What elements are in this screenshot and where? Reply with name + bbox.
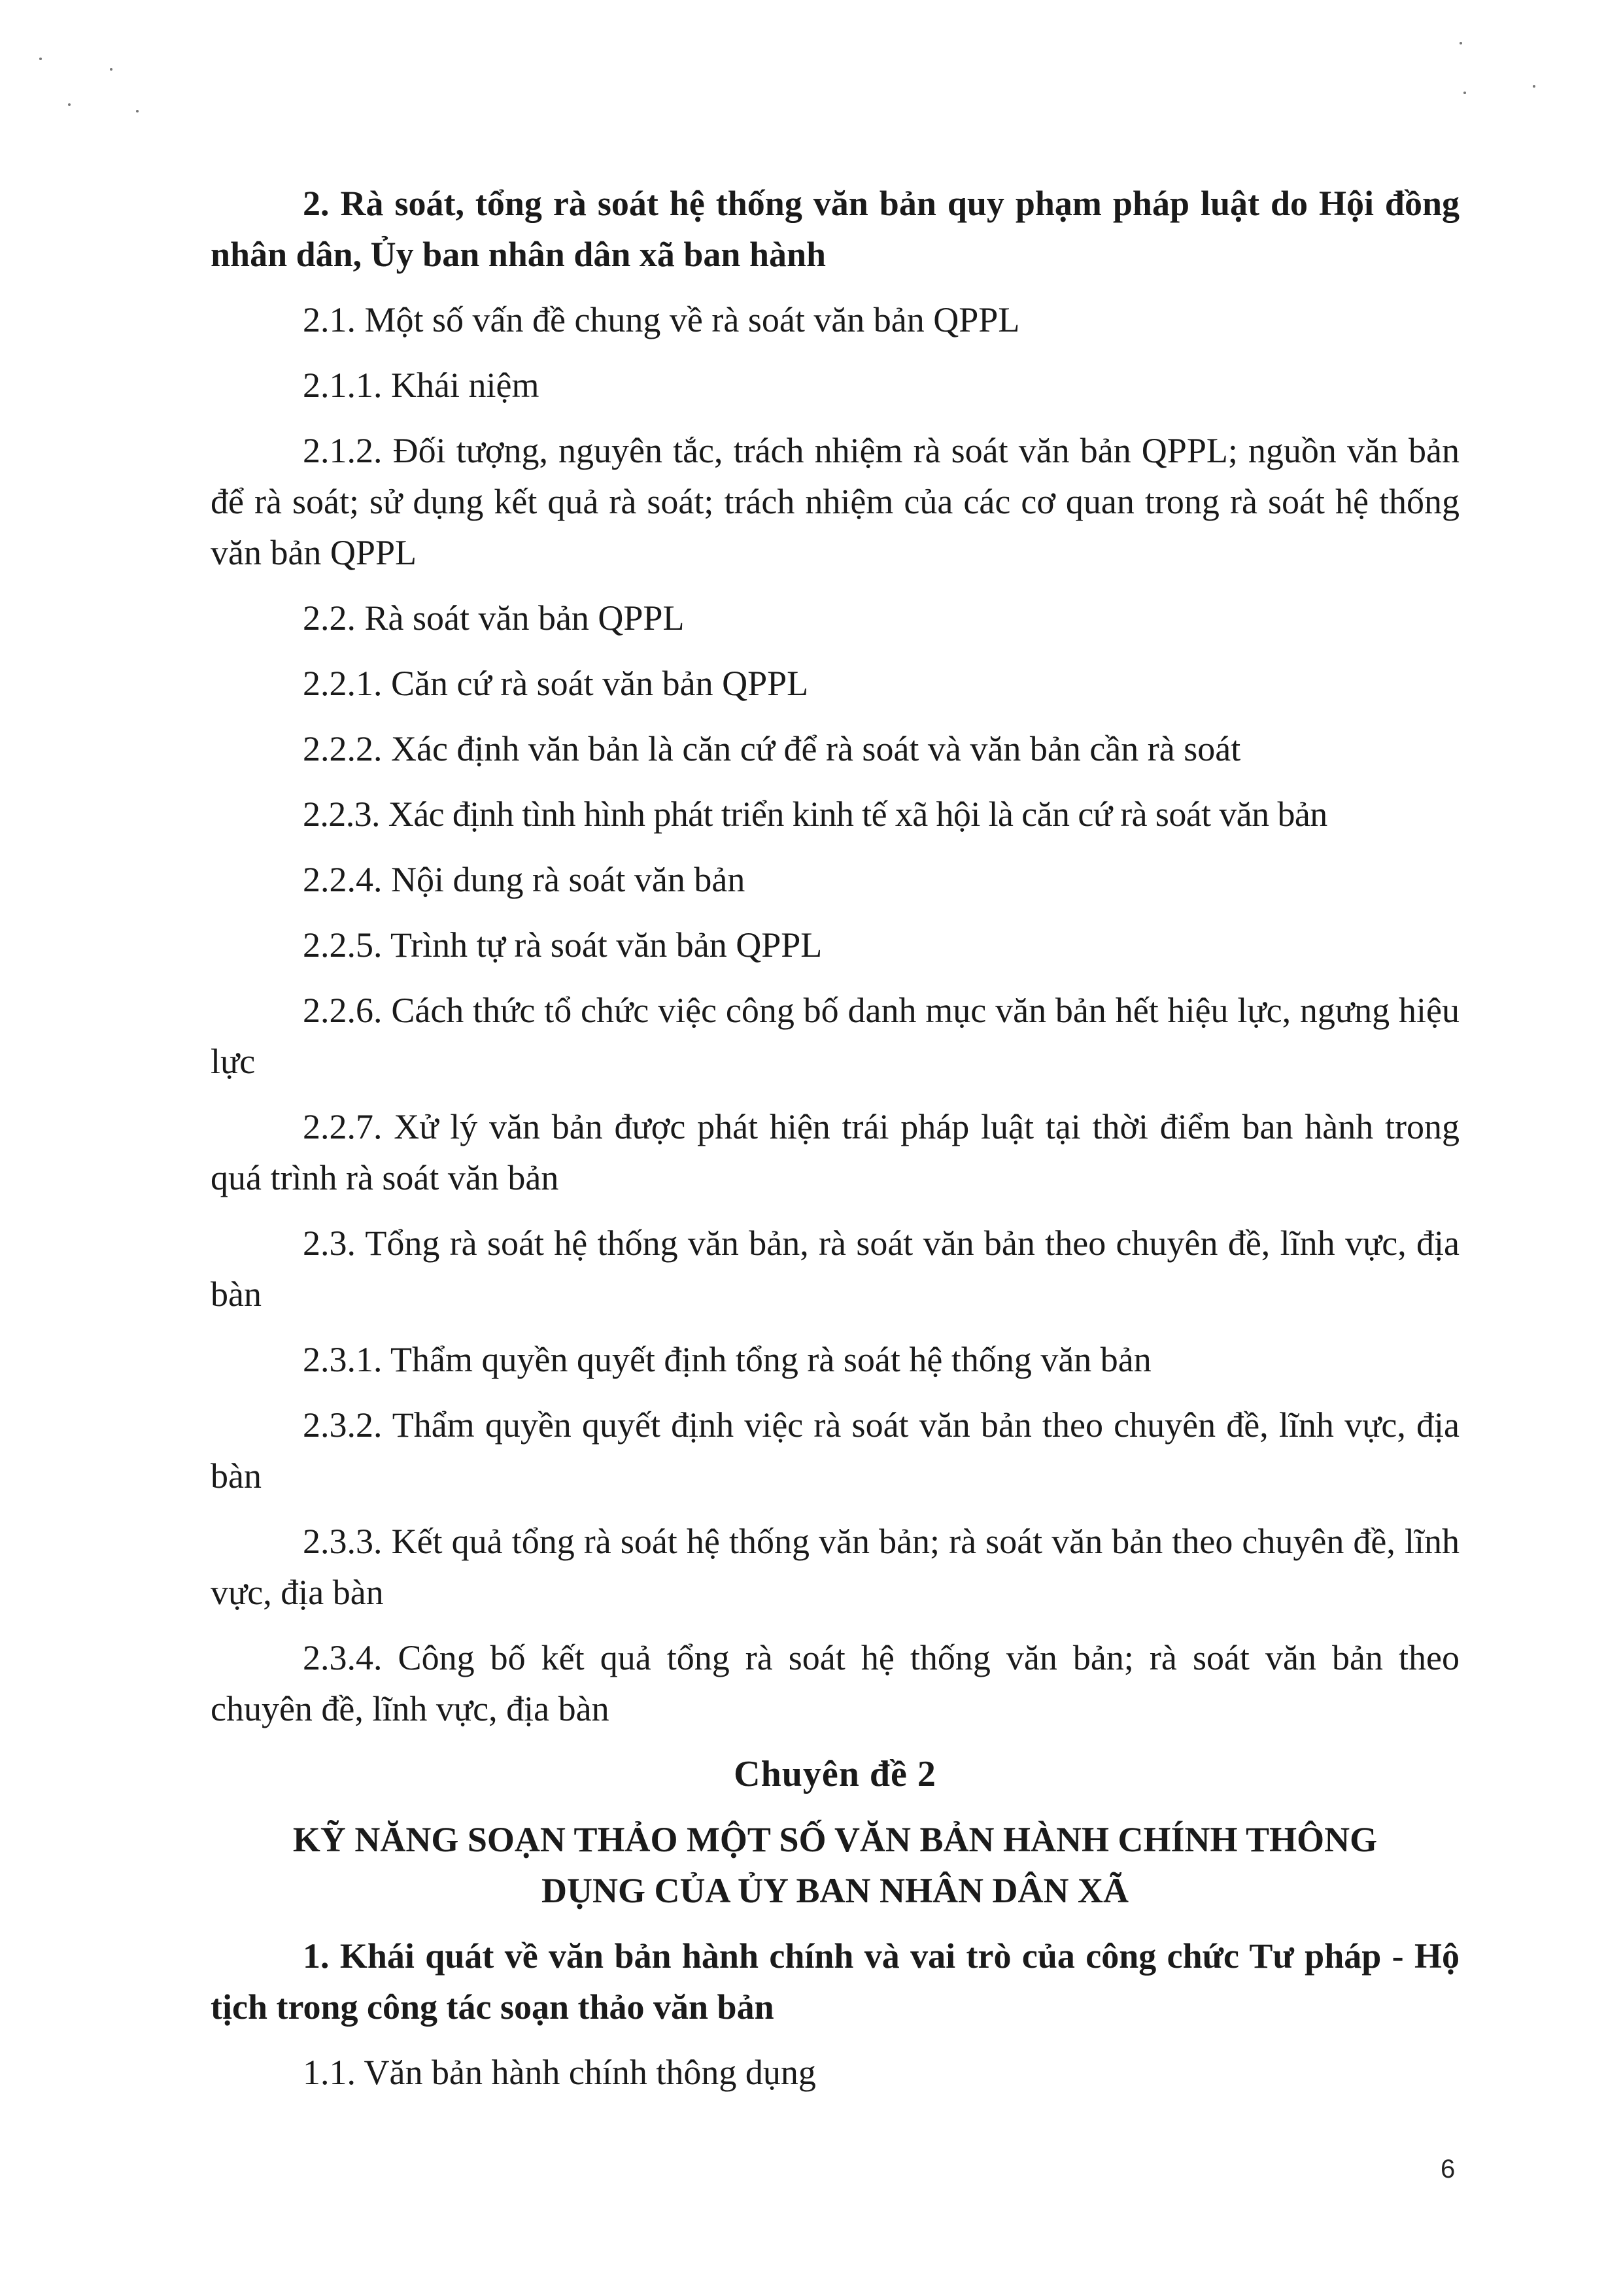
- scan-speck: [1463, 92, 1466, 94]
- item-2-2-6: 2.2.6. Cách thức tổ chức việc công bố danh mục văn bản hết hiệu lực, ngưng hiệu lực: [211, 991, 1460, 1081]
- item-2-3-1: 2.3.1. Thẩm quyền quyết định tổng rà soát hệ thống văn bản: [303, 1340, 1152, 1379]
- section-heading: 2. Rà soát, tổng rà soát hệ thống văn bản quy phạm pháp luật do Hội đồng nhân dân, Ủy ban nhân dân xã ban hành: [211, 184, 1460, 274]
- section-heading: 1. Khái quát về văn bản hành chính và vai trò của công chức Tư pháp - Hộ tịch trong công tác soạn thảo văn bản: [211, 1936, 1460, 2027]
- page-number: 6: [1441, 2155, 1456, 2184]
- item-2-3-3: 2.3.3. Kết quả tổng rà soát hệ thống văn bản; rà soát văn bản theo chuyên đề, lĩnh vực, địa bàn: [211, 1522, 1460, 1612]
- item-2-2-2: 2.2.2. Xác định văn bản là căn cứ để rà soát và văn bản cần rà soát: [303, 729, 1241, 768]
- item-2-1-1: 2.1.1. Khái niệm: [303, 366, 539, 405]
- document-body: [211, 178, 1460, 2112]
- item-2-3-2: 2.3.2. Thẩm quyền quyết định việc rà soát văn bản theo chuyên đề, lĩnh vực, địa bàn: [211, 1405, 1460, 1496]
- scan-speck: [1460, 42, 1462, 44]
- subsection-2-2: 2.2. Rà soát văn bản QPPL: [303, 598, 685, 638]
- item-2-2-7: 2.2.7. Xử lý văn bản được phát hiện trái pháp luật tại thời điểm ban hành trong quá trình rà soát văn bản: [211, 1107, 1460, 1197]
- scan-speck: [136, 110, 139, 112]
- scan-speck: [68, 103, 71, 106]
- item-2-2-1: 2.2.1. Căn cứ rà soát văn bản QPPL: [303, 664, 809, 703]
- scan-speck: [39, 58, 42, 60]
- subsection-2-1: 2.1. Một số vấn đề chung về rà soát văn bản QPPL: [303, 300, 1020, 339]
- subsection-2-3: 2.3. Tổng rà soát hệ thống văn bản, rà soát văn bản theo chuyên đề, lĩnh vực, địa bàn: [211, 1224, 1460, 1314]
- item-2-2-3: 2.2.3. Xác định tình hình phát triển kinh tế xã hội là căn cứ rà soát văn bản: [303, 795, 1327, 834]
- item-2-2-4: 2.2.4. Nội dung rà soát văn bản: [303, 860, 745, 899]
- item-2-2-5: 2.2.5. Trình tự rà soát văn bản QPPL: [303, 925, 823, 965]
- scan-speck: [110, 68, 112, 71]
- subsection-1-1: 1.1. Văn bản hành chính thông dụng: [303, 2053, 816, 2092]
- item-2-1-2: 2.1.2. Đối tượng, nguyên tắc, trách nhiệm rà soát văn bản QPPL; nguồn văn bản để rà soát; sử dụng kết quả rà soát; trách nhiệm của các cơ quan trong rà soát hệ thống văn bản QPPL: [211, 431, 1460, 572]
- scan-speck: [1533, 85, 1535, 88]
- item-2-3-4: 2.3.4. Công bố kết quả tổng rà soát hệ thống văn bản; rà soát văn bản theo chuyên đề, lĩnh vực, địa bàn: [211, 1638, 1460, 1728]
- chapter-label: Chuyên đề 2: [734, 1754, 936, 1794]
- chapter-title: KỸ NĂNG SOẠN THẢO MỘT SỐ VĂN BẢN HÀNH CHÍNH THÔNG DỤNG CỦA ỦY BAN NHÂN DÂN XÃ: [292, 1820, 1378, 1910]
